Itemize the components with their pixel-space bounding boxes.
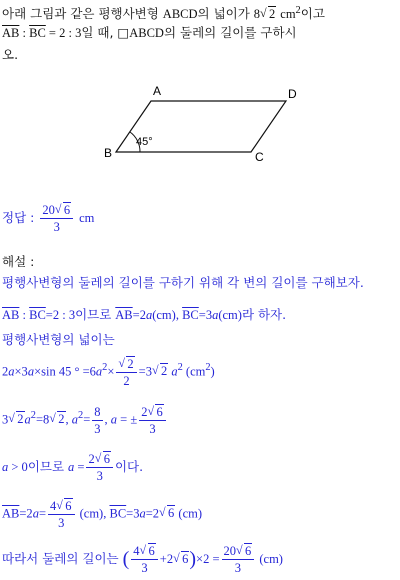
solution-line-8: 따라서 둘레의 길이는 ( 4 √ 6 3 +2 √ 6)×2 = 20 √ 6 3 (cm) xyxy=(2,543,283,575)
answer-label: 정답 : xyxy=(2,210,35,225)
solution-line-3: 평행사변형의 넓이는 xyxy=(2,332,115,347)
solution-line-2: $\overline{AB}$ : $\overline{BC}=2$ : 3이므로 $\overline{AB}=2a(cm)$, $\overline{BC}=3a(cm)$라 하자. xyxy=(2,307,287,322)
problem-statement xyxy=(2,0,398,66)
vertex-label-b: B xyxy=(104,146,113,160)
solution-line-6: a > 0이므로 a = 2 √ 6 3 이다. xyxy=(2,451,144,483)
problem-line-2: $\overline{AB}$ : $\overline{BC} = 2$ : 3일 때, □ABCD의 둘레의 길이를 구하시 xyxy=(2,25,297,40)
solution-line-1: 평행사변형의 둘레의 길이를 구하기 위해 각 변의 길이를 구해보자. xyxy=(2,275,364,290)
problem-line-3: 오. xyxy=(2,47,19,62)
vertex-label-d: D xyxy=(288,87,297,101)
vertex-label-c: C xyxy=(255,150,264,164)
solution-line-4: 2a×3a×sin 45 ° $=6a^2\times$ √ 2 2 =3 √ 2 $a^2$ $(cm^2)$ xyxy=(2,356,215,388)
solution-title: 해설 : xyxy=(2,254,35,269)
answer-fraction: 20 √ 6 3 xyxy=(40,203,73,234)
solution-line-7: $\overline{AB}=2a=$ 4 √ 6 3 (cm), $\overline{BC}=3a=2$ √ 6 (cm) xyxy=(2,498,203,530)
problem-line-1: 아래 그림과 같은 평행사변형 ABCD의 넓이가 8 √ 2 $cm^2$이고 xyxy=(2,5,325,22)
solution-line-5: 3 √ $2a^2=8$ √ 2, $a^2=$ $\frac{8}{3}$ , a = ± 2 √ 6 3 xyxy=(2,405,398,436)
parallelogram-diagram xyxy=(100,85,310,165)
angle-label: 45° xyxy=(136,136,153,148)
vertex-label-a: A xyxy=(153,85,162,98)
answer-line: 정답 : 20 √ 6 3 cm xyxy=(2,202,95,234)
